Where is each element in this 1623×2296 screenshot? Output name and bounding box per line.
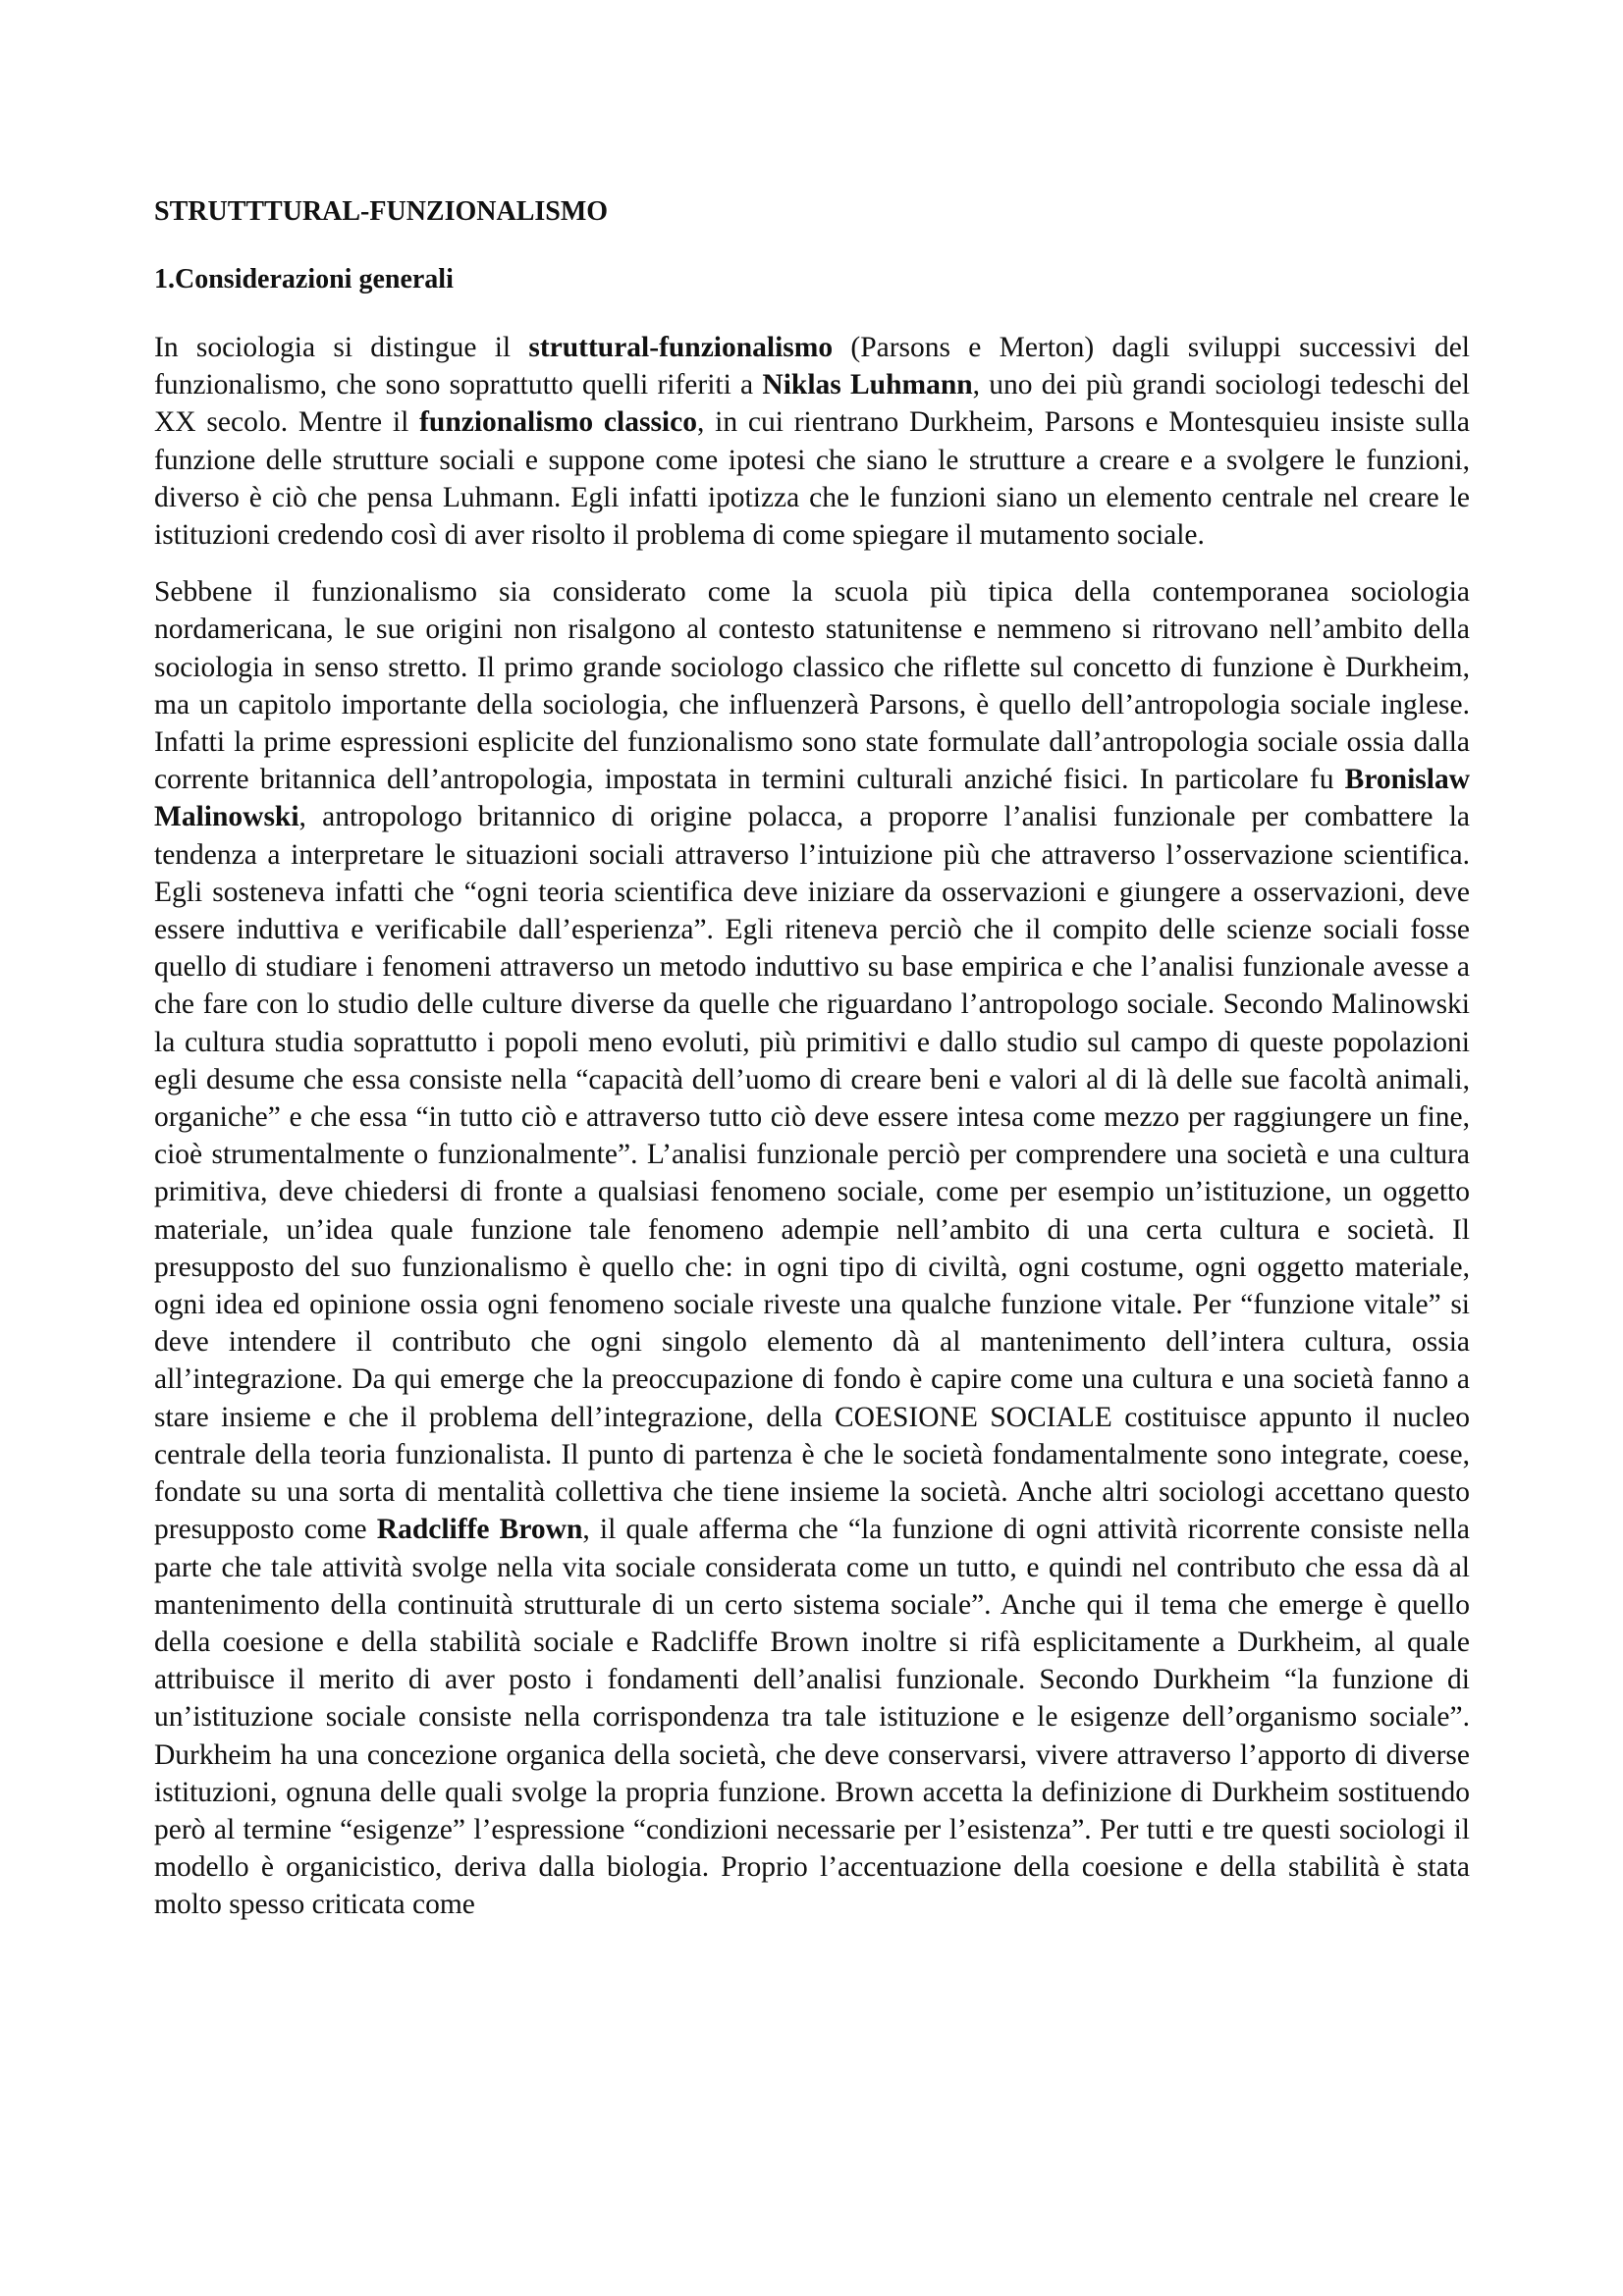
section-heading: 1.Considerazioni generali (154, 264, 454, 294)
bold-term: funzionalismo classico (419, 406, 697, 439)
text-run: , antropologo britannico di origine polacca, a proporre l’analisi funzionale per combattere la tendenza a interpretare le situazioni sociali attraverso l’intuizione più che attraverso l’osservazione scientifica. Egli sosteneva infatti che “ogni teoria scientifica deve iniziare da osservazioni e giungere a osservazioni, deve essere induttiva e verificabile dall’esperienza”. Egli riteneva perciò che il compito delle scienze sociali fosse quello di studiare i fenomeni attraverso un metodo induttivo su base empirica e che l’analisi funzionale avesse a che fare con lo studio delle culture diverse da quelle che riguardano l’antropologo sociale. Secondo Malinowski la cultura studia soprattutto i popoli meno evoluti, più primitivi e dallo studio sul campo di queste popolazioni egli desume che essa consiste nella “capacità dell’uomo di creare beni e valori al di là delle sue facoltà animali, organiche” e che essa “in tutto ciò e attraverso tutto ciò deve essere intesa come mezzo per raggiungere un fine, cioè strumentalmente o funzionalmente”. L’analisi funzionale perciò per comprendere una società e una cultura primitiva, deve chiedersi di fronte a qualsiasi fenomeno sociale, come per esempio un’istituzione, un oggetto materiale, un’idea quale funzione tale fenomeno adempie nell’ambito di una certa cultura e società. Il presupposto del suo funzionalismo è quello che: in ogni tipo di civiltà, ogni costume, ogni oggetto materiale, ogni idea ed opinione ossia ogni fenomeno sociale riveste una qualche funzione vitale. Per “funzione vitale” si deve intendere il contributo che ogni singolo elemento dà al mantenimento dell’intera cultura, ossia all’integrazione. Da qui emerge che la preoccupazione di fondo è capire come una cultura e una società fanno a stare insieme e che il problema dell’integrazione, della COESIONE SOCIALE costituisce appunto il nucleo centrale della teoria funzionalista. Il punto di partenza è che le società fondamentalmente sono integrate, coese, fondate su una sorta di mentalità collettiva che tiene insieme la società. Anche altri sociologi accettano questo presupposto come (154, 801, 1470, 1546)
bold-term: Radcliffe Brown (376, 1514, 583, 1546)
body-text (154, 329, 1470, 1924)
text-run: , il quale afferma che “la funzione di ogni attività ricorrente consiste nella parte che tale attività svolge nella vita sociale considerata come un tutto, e quindi nel contributo che essa dà al mantenimento della continuità strutturale di un certo sistema sociale”. Anche qui il tema che emerge è quello della coesione e della stabilità sociale e Radcliffe Brown inoltre si rifà esplicitamente a Durkheim, al quale attribuisce il merito di aver posto i fondamenti dell’analisi funzionale. Secondo Durkheim “la funzione di un’istituzione sociale consiste nella corrispondenza tra tale istituzione e le esigenze dell’organismo sociale”. Durkheim ha una concezione organica della società, che deve conservarsi, vivere attraverso l’apporto di diverse istituzioni, ognuna delle quali svolge la propria funzione. Brown accetta la definizione di Durkheim sostituendo però al termine “esigenze” l’espressione “condizioni necessarie per l’esistenza”. Per tutti e tre questi sociologi il modello è organicistico, deriva dalla biologia. Proprio l’accentuazione della coesione e della stabilità è stata molto spesso criticata come (154, 1514, 1470, 1921)
document-page (154, 192, 1470, 1944)
document-title: STRUTTTURAL-FUNZIONALISMO (154, 196, 609, 227)
text-run: Sebbene il funzionalismo sia considerato come la scuola più tipica della contemporanea sociologia nordamericana, le sue origini non risalgono al contesto statunitense e nemmeno si ritrovano nell’ambito della sociologia in senso stretto. Il primo grande sociologo classico che riflette sul concetto di funzione è Durkheim, ma un capitolo importante della sociologia, che influenzerà Parsons, è quello dell’antropologia sociale inglese. Infatti la prime espressioni esplicite del funzionalismo sono state formulate dall’antropologia sociale ossia dalla corrente britannica dell’antropologia, impostata in termini culturali anziché fisici. In particolare fu (154, 576, 1470, 796)
bold-term: struttural-funzionalismo (528, 332, 834, 363)
bold-term: Niklas Luhmann (762, 369, 973, 401)
text-run: , uno dei più grandi sociologi tedeschi del XX secolo. Mentre il (154, 369, 1471, 439)
text-run: , in cui rientrano Durkheim, Parsons e Montesquieu insiste sulla funzione delle strutture sociali e suppone come ipotesi che siano le strutture a creare e a svolgere le funzioni, diverso è ciò che pensa Luhmann. Egli infatti ipotizza che le funzioni siano un elemento centrale nel creare le istituzioni credendo così di aver risolto il problema di come spiegare il mutamento sociale. (154, 406, 1470, 552)
text-run: (Parsons e Merton) dagli sviluppi successivi del funzionalismo, che sono soprattutto quelli riferiti a (154, 332, 1470, 401)
paragraph (154, 329, 1470, 554)
bold-term: Bronislaw Malinowski (154, 764, 1470, 833)
text-run: In sociologia si distingue il (154, 332, 529, 363)
paragraph (154, 573, 1470, 1923)
